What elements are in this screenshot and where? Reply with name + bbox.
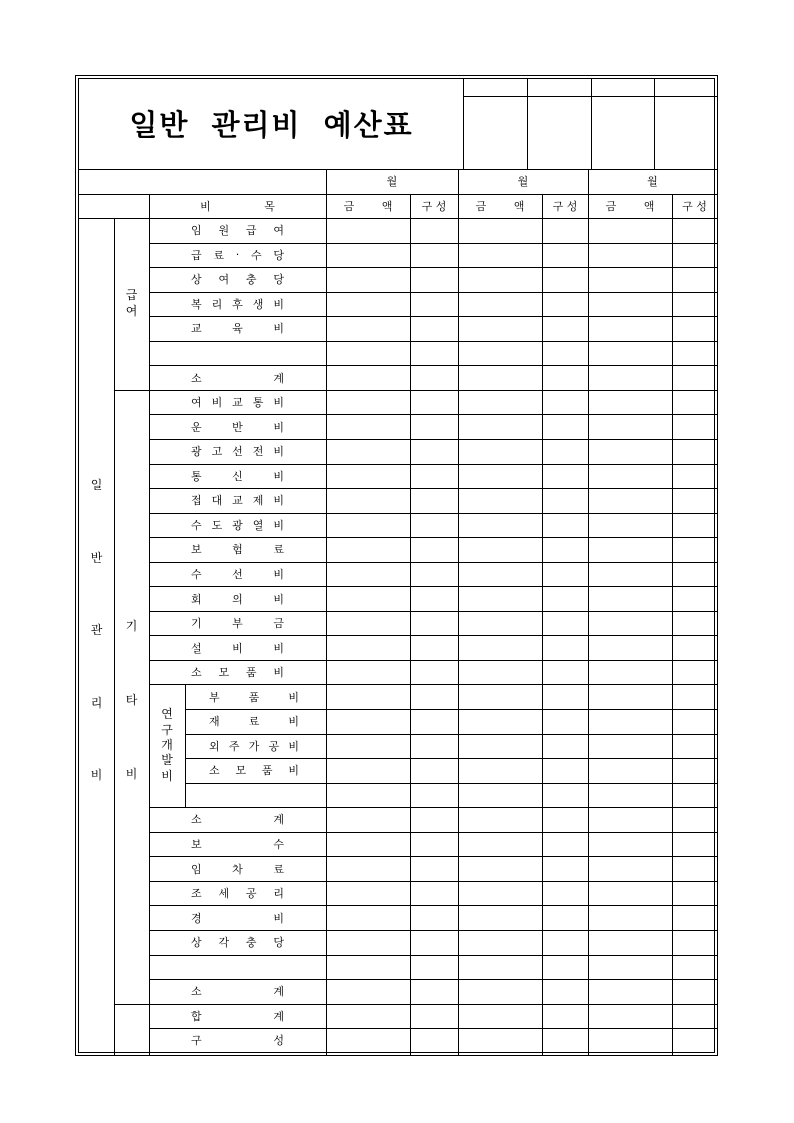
ratio-header: 구 성 (421, 199, 447, 213)
amount-ratio-divider (410, 194, 411, 1055)
other-group-label: 기 타 비 (125, 619, 138, 782)
expense-item: 소 모 품 비 (191, 666, 284, 680)
month-divider (588, 169, 589, 1055)
rnd-item: 소 모 품 비 (209, 764, 299, 778)
approval-box-divider (527, 79, 528, 169)
approval-box-divider (591, 79, 592, 169)
expense-item: 기 부 금 (191, 617, 284, 631)
expense-item: 통 신 비 (191, 469, 284, 483)
salary-group-label: 급 여 (125, 288, 138, 318)
expense-item: 여 비 교 통 비 (191, 396, 284, 410)
rnd-block-line (185, 684, 186, 807)
expense-item: 경 비 (191, 911, 284, 925)
item-column-header: 비 목 (200, 199, 275, 213)
main-category-label: 일 반 관 리 비 (90, 478, 103, 783)
expense-item: 수 도 광 열 비 (191, 518, 284, 532)
expense-item: 보 험 료 (191, 543, 284, 557)
amount-ratio-divider (672, 194, 673, 1055)
rnd-item: 부 품 비 (209, 690, 299, 704)
approval-box-border (463, 79, 464, 169)
expense-item: 소 계 (191, 813, 284, 827)
page-title: 일반 관리비 예산표 (129, 107, 414, 142)
expense-item: 소 계 (191, 985, 284, 999)
approval-box-header-line (463, 96, 717, 97)
expense-item: 접 대 교 제 비 (191, 494, 284, 508)
budget-form (78, 78, 715, 1053)
expense-item: 보 수 (191, 838, 284, 852)
row-line (149, 341, 717, 342)
amount-ratio-divider (542, 194, 543, 1055)
salary-section-end (114, 390, 149, 391)
item-column-line (149, 194, 150, 1055)
expense-item: 수 선 비 (191, 567, 284, 581)
rnd-group-label: 연 구 개 발 비 (161, 707, 173, 783)
salary-item: 소 계 (191, 371, 284, 385)
salary-item: 급 료 · 수 당 (191, 248, 284, 262)
other-section-end (114, 1004, 149, 1005)
expense-item: 운 반 비 (191, 420, 284, 434)
rnd-item: 외 주 가 공 비 (209, 739, 299, 753)
row-line (185, 783, 717, 784)
total-row-label: 구 성 (191, 1034, 284, 1048)
rnd-block-bottom (149, 807, 185, 808)
ratio-header: 구 성 (682, 199, 707, 213)
salary-item: 복 리 후 생 비 (191, 297, 284, 311)
ratio-header: 구 성 (552, 199, 578, 213)
column-line (326, 169, 327, 1055)
amount-header: 금 액 (605, 199, 655, 213)
amount-header: 금 액 (475, 199, 525, 213)
approval-box-divider (654, 79, 655, 169)
amount-header: 금 액 (343, 199, 393, 213)
month-label-3: 월 (647, 175, 658, 188)
expense-item: 상 각 충 당 (191, 936, 284, 950)
row-line (149, 955, 717, 956)
expense-item: 조 세 공 리 (191, 887, 284, 901)
salary-item: 교 육 비 (191, 322, 284, 336)
header-bottom-line (79, 218, 717, 219)
month-divider (458, 169, 459, 1055)
month-label-2: 월 (517, 175, 529, 188)
expense-item: 설 비 비 (191, 641, 284, 655)
rnd-item: 재 료 비 (209, 715, 299, 729)
salary-item: 임 원 급 여 (191, 224, 284, 238)
expense-item: 광 고 선 전 비 (191, 445, 284, 459)
month-label-1: 월 (386, 175, 398, 188)
salary-item: 상 여 충 당 (191, 273, 284, 287)
expense-item: 회 의 비 (191, 592, 284, 606)
expense-item: 임 차 료 (191, 862, 284, 876)
total-row-label: 합 계 (191, 1009, 284, 1023)
